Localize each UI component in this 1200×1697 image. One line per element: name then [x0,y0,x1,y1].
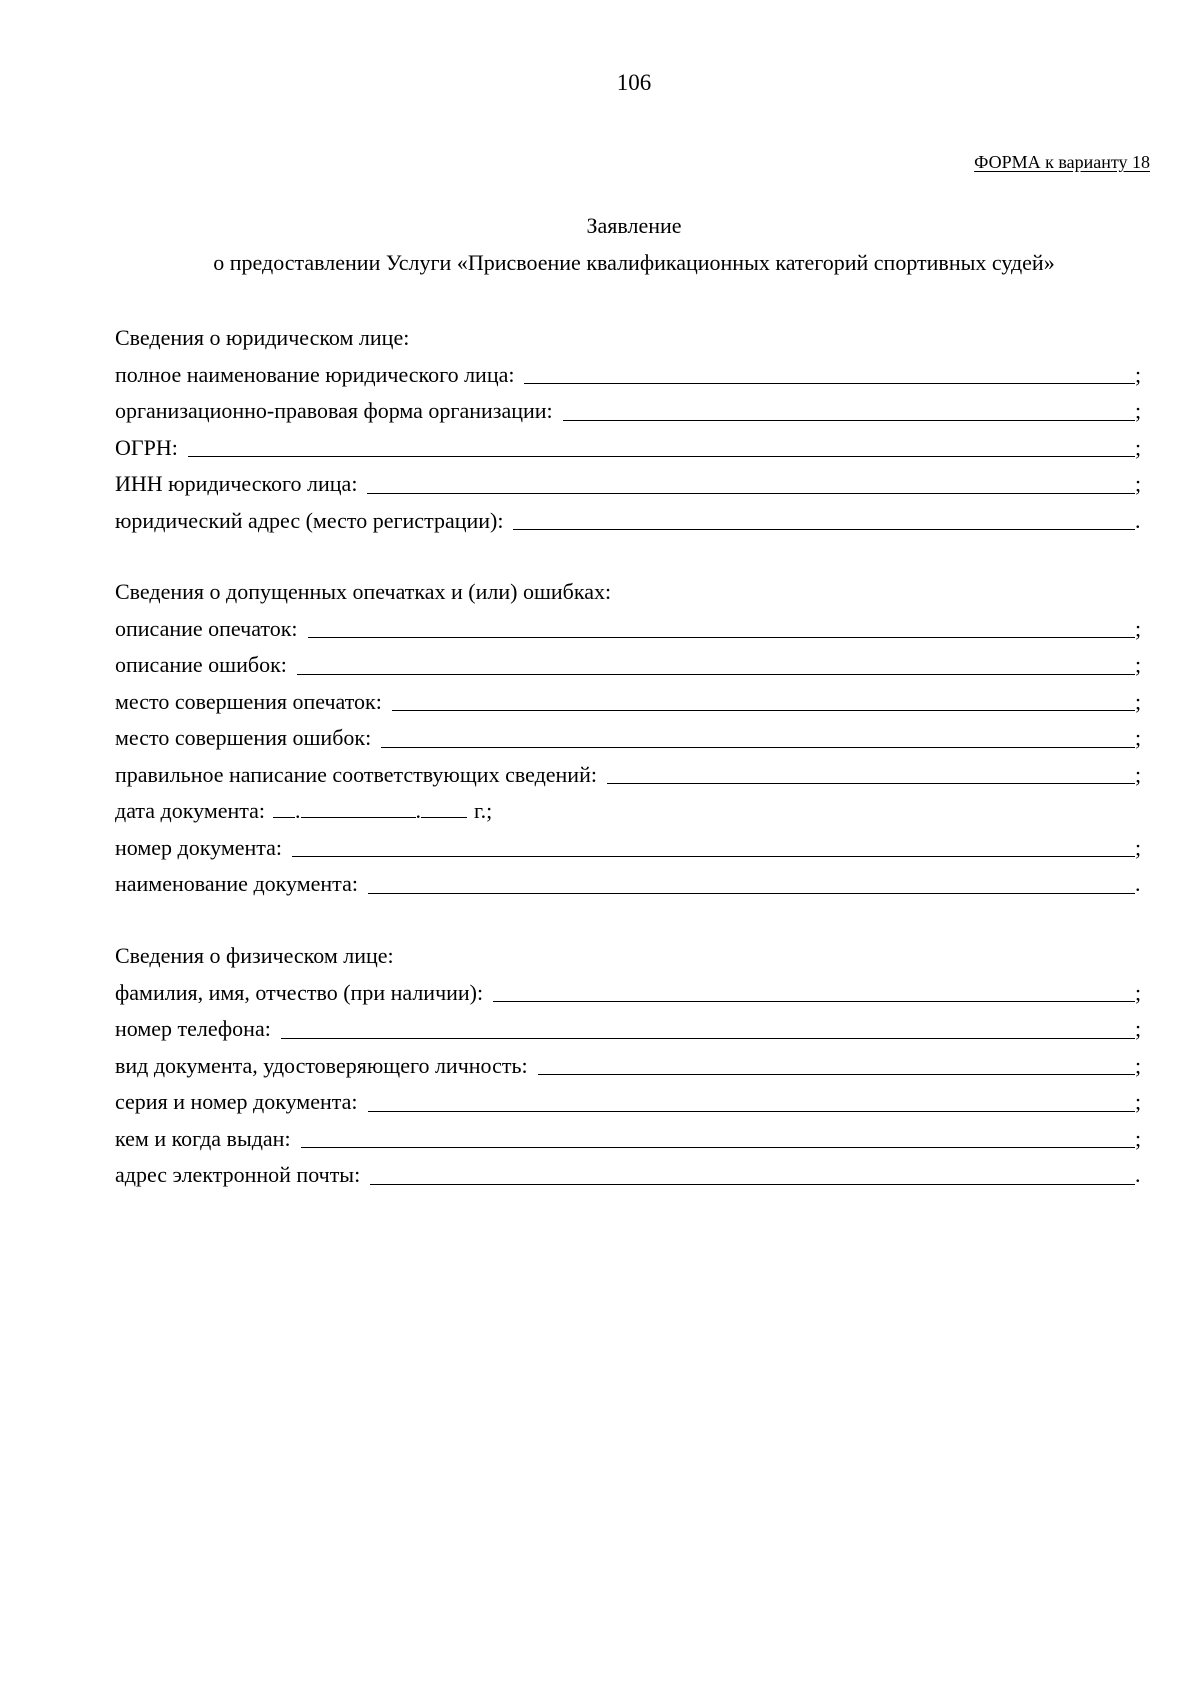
field-typos-description [115,611,1145,648]
field-label: описание опечаток: [115,615,298,641]
field-end: ; [1135,761,1142,787]
field-label: фамилия, имя, отчество (при наличии): [115,979,484,1005]
field-label: кем и когда выдан: [115,1125,291,1151]
issued-by-input-line[interactable] [301,1125,1135,1148]
phone-input-line[interactable] [281,1016,1135,1039]
correct-spelling-input-line[interactable] [607,761,1135,784]
field-label: юридический адрес (место регистрации): [115,507,504,533]
document-name-input-line[interactable] [368,871,1135,894]
field-label: место совершения ошибок: [115,725,372,750]
id-document-type-input-line[interactable] [538,1052,1135,1075]
field-end: ; [1135,434,1142,460]
errors-location-input-line[interactable] [381,725,1135,748]
errors-description-input-line[interactable] [297,652,1135,675]
person-section [115,938,1145,1194]
field-document-number [115,830,1145,867]
field-phone [115,1011,1145,1048]
field-inn [115,466,1145,503]
date-suffix: г.; [474,798,493,823]
document-number-input-line[interactable] [292,834,1135,857]
date-separator: . [295,798,301,823]
field-label: правильное написание соответствующих сведений: [115,761,597,787]
field-end: ; [1135,725,1142,750]
field-label: описание ошибок: [115,652,287,677]
email-input-line[interactable] [370,1162,1135,1185]
id-series-number-input-line[interactable] [368,1089,1135,1112]
field-end: ; [1135,1089,1142,1114]
typos-location-input-line[interactable] [392,688,1135,711]
field-label: наименование документа: [115,871,358,896]
field-errors-description [115,647,1145,684]
field-id-document-type [115,1048,1145,1085]
document-subtitle: о предоставлении Услуги «Присвоение квалификационных категорий спортивных судей» [213,250,1055,275]
field-end: ; [1135,688,1142,714]
legal-address-input-line[interactable] [513,507,1135,530]
legal-entity-section [115,320,1145,539]
typos-description-input-line[interactable] [308,615,1135,638]
field-end: . [1135,507,1141,533]
field-end: ; [1135,834,1142,860]
field-label: номер документа: [115,834,283,860]
person-name-input-line[interactable] [493,979,1135,1002]
field-ogrn [115,430,1145,467]
field-full-name-person [115,975,1145,1012]
field-end: ; [1135,398,1142,423]
date-day-input-line[interactable] [273,799,295,818]
field-end: ; [1135,1052,1142,1078]
field-label: вид документа, удостоверяющего личность: [115,1052,528,1078]
field-end: ; [1135,615,1142,641]
field-end: ; [1135,361,1142,387]
date-year-input-line[interactable] [421,799,467,818]
section-heading: Сведения о допущенных опечатках и (или) ошибках: [115,579,612,604]
field-legal-form [115,393,1145,430]
field-document-date [115,793,1145,830]
field-issued-by [115,1121,1145,1158]
page-number: 106 [616,70,652,95]
field-label: ОГРН: [115,434,178,460]
field-label: адрес электронной почты: [115,1162,361,1187]
field-typos-location [115,684,1145,721]
section-heading: Сведения о физическом лице: [115,943,394,968]
full-name-input-line[interactable] [524,361,1135,384]
field-correct-spelling [115,757,1145,794]
field-label: серия и номер документа: [115,1089,358,1114]
date-separator: . [415,798,422,823]
document-title: Заявление [586,213,682,238]
section-heading: Сведения о юридическом лице: [115,325,410,350]
field-end: ; [1135,471,1142,496]
errors-section [115,574,1145,903]
field-label: организационно-правовая форма организации: [115,398,553,423]
field-end: . [1135,871,1141,896]
field-document-name [115,866,1145,903]
field-label: дата документа: [115,798,266,823]
field-errors-location [115,720,1145,757]
field-label: место совершения опечаток: [115,688,382,714]
field-label: номер телефона: [115,1016,271,1041]
field-email [115,1157,1145,1194]
inn-input-line[interactable] [367,471,1135,494]
field-end: ; [1135,1016,1142,1041]
legal-form-input-line[interactable] [563,398,1135,421]
field-id-series-number [115,1084,1145,1121]
field-end: ; [1135,652,1142,677]
field-end: ; [1135,979,1142,1005]
field-label: полное наименование юридического лица: [115,361,515,387]
date-month-input-line[interactable] [301,799,416,818]
field-label: ИНН юридического лица: [115,471,358,496]
field-legal-address [115,503,1145,540]
field-full-name [115,357,1145,394]
field-end: . [1135,1162,1141,1187]
form-label: ФОРМА к варианту 18 [974,152,1150,172]
field-end: ; [1135,1125,1142,1151]
ogrn-input-line[interactable] [188,434,1135,457]
